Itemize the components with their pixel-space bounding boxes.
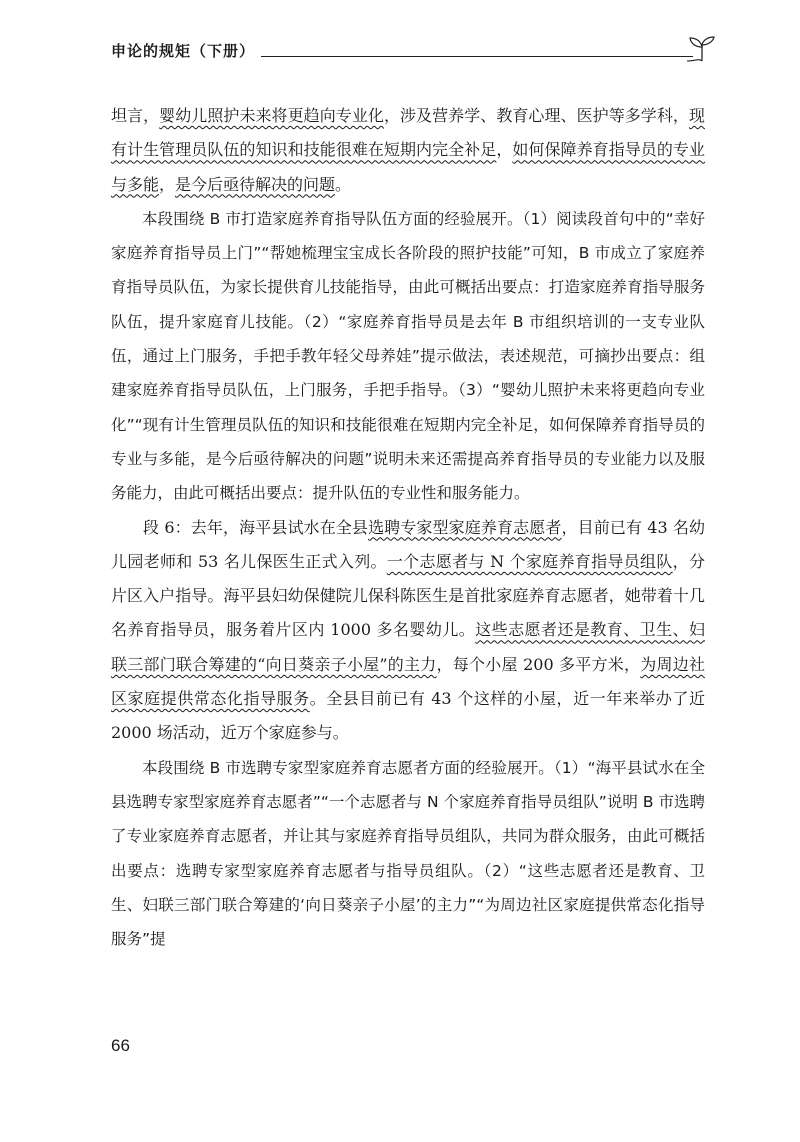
- underlined-phrase: 如何保障养育指导员的专业与多能: [111, 140, 705, 194]
- text-run: 本段围绕 B 市打造家庭养育指导队伍方面的经验展开。（1）阅读段首句中的“幸好家庭养育指导员上门”“帮她梳理宝宝成长各阶段的照护技能”可知，B 市成立了家庭养育指导员队伍，为家长提供育儿技能指导，由此可概括出要点：打造家庭养育指导服务队伍，提升家庭育儿技能。（2）“家庭养育指导员是去年 B 市组织培训的一支专业队伍，通过上门服务，手把手教年轻父母养娃”提示做法，表述规范，可摘抄出要点：组建家庭养育指导员队伍，上门服务，手把手指导。（3）“婴幼儿照护未来将更趋向专业化”“现有计生管理员队伍的知识和技能很难在短期内完全补足，如何保障养育指导员的专业与多能，是今后亟待解决的问题”说明未来还需提高养育指导员的专业能力以及服务能力，由此可概括出要点：提升队伍的专业性和服务能力。: [111, 209, 705, 503]
- paragraph: [111, 202, 705, 511]
- paragraph: [111, 511, 705, 751]
- page-body: [111, 99, 705, 956]
- underlined-phrase: 一个志愿者与 N 个家庭养育指导员组队: [386, 551, 673, 571]
- underlined-phrase: 这些志愿者还是教育、卫生、妇联三部门联合筹建的“向日葵亲子小屋”的主力: [111, 620, 705, 674]
- text-run: ，分片区入户指导。海平县妇幼保健院儿保科陈医生是首批家庭养育志愿者，她带着十几名养育指导员，服务着片区内 1000 多名婴幼儿。: [111, 551, 705, 640]
- page-number: 66: [111, 1036, 130, 1055]
- text-run: ，目前已有 43 名幼儿园老师和 53 名儿保医生正式入列。: [111, 517, 705, 571]
- paragraph: [111, 99, 705, 202]
- paragraph: [111, 751, 705, 957]
- sprout-icon: [687, 36, 717, 62]
- underlined-phrase: 是今后亟待解决的问题: [175, 174, 336, 194]
- running-header-title: 申论的规矩（下册）: [111, 42, 256, 60]
- running-header: [111, 36, 711, 66]
- text-run: ，: [496, 140, 513, 160]
- text-run: 。全县目前已有 43 个这样的小屋，近一年来举办了近 2000 场活动，近万个家庭参与。: [111, 689, 705, 743]
- underlined-phrase: 现有计生管理员队伍的知识和技能很难在短期内完全补足: [111, 106, 705, 160]
- text-run: 段 6：去年，海平县试水在全县: [143, 517, 369, 537]
- text-run: 本段围绕 B 市选聘专家型家庭养育志愿者方面的经验展开。（1）“海平县试水在全县选聘专家型家庭养育志愿者”“一个志愿者与 N 个家庭养育指导员组队”说明 B 市选聘了专业家庭养育志愿者，并让其与家庭养育指导员组队，共同为群众服务，由此可概括出要点：选聘专家型家庭养育志愿者与指导员组队。（2）“这些志愿者还是教育、卫生、妇联三部门联合筹建的‘向日葵亲子小屋’的主力”“为周边社区家庭提供常态化指导服务”提: [111, 758, 705, 949]
- underlined-phrase: 婴幼儿照护未来将更趋向专业化: [159, 106, 384, 125]
- text-run: ，: [159, 174, 176, 194]
- text-run: ，每个小屋 200 多平方米，: [436, 654, 641, 674]
- text-run: 。: [335, 174, 352, 194]
- header-rule: [261, 56, 693, 57]
- underlined-phrase: 为周边社区家庭提供常态化指导服务: [111, 654, 705, 709]
- underlined-phrase: 选聘专家型家庭养育志愿者: [368, 517, 562, 537]
- text-run: ，涉及营养学、教育心理、医护等多学科，: [383, 106, 689, 125]
- text-run: 坦言，: [111, 106, 160, 125]
